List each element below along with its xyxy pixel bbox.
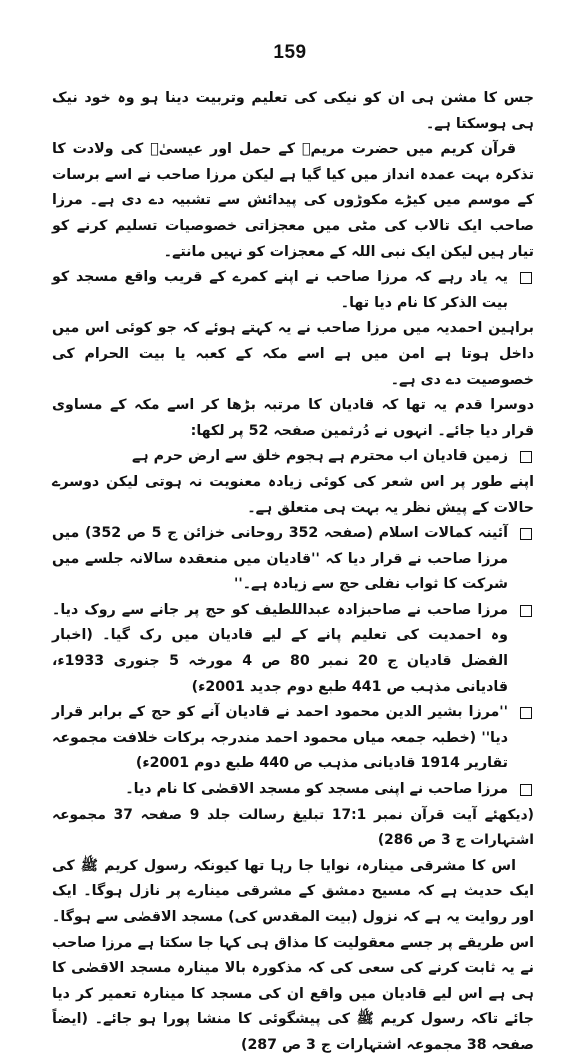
verse-line — [52, 444, 508, 470]
paragraph-barahin: براہین احمدیہ میں مرزا صاحب نے یہ کہتے ہوئے کہ جو کوئی اس میں داخل ہوتا ہے امن میں ہے اسے مکہ کے کعبہ یا بیت الحرام کی خصوصیت دے دی ہے۔ — [52, 320, 534, 388]
verse-first-hemistich: زمین قادیان اب محترم ہے — [328, 448, 508, 465]
bullet-item-aina-kamalat — [52, 521, 534, 598]
page-number: 159 — [273, 42, 307, 63]
verse-second-hemistich: ہجوم خلق سے ارض حرم ہے — [132, 448, 324, 465]
checkbox-icon — [520, 605, 532, 617]
paragraph-minaret: اس کا مشرقی مینارہ، نوایا جا رہا تھا کیونکہ رسول کریم ﷺ کی ایک حدیث ہے کہ مسیح دمشق کے مشرقی مینارے پر نازل ہوگا۔ ایک اور روایت یہ ہے کہ نزول (بیت المقدس کی) مسجد الاقصٰی سے ہوگا۔ اس طریقے پر جسے معقولیت کا مذاق ہی کہا جا سکتا ہے مرزا صاحب نے یہ ثابت کرنے کی سعی کی کہ مذکورہ بالا مینارہ مسجد الاقصٰی کا ہی ہے اس لیے قادیان میں واقع ان کی مسجد کا مینارہ تعمیر کر دیا جائے تاکہ رسول کریم ﷺ کی پیشگوئی کا منشا پورا ہو جائے۔ (ایضاً صفحہ 38 مجموعہ اشتہارات ج 3 ص 287) — [52, 857, 534, 1053]
checkbox-icon — [520, 528, 532, 540]
paragraph-second-step: دوسرا قدم یہ تھا کہ قادیان کا مرتبہ بڑھا کر اسے مکہ کے مساوی قرار دیا جائے۔ انہوں نے دُرثمین صفحہ 52 پر لکھا: — [52, 397, 534, 439]
checkbox-icon — [520, 451, 532, 463]
checkbox-icon — [520, 707, 532, 719]
bullet-text: یہ یاد رہے کہ مرزا صاحب نے اپنے کمرے کے قریب واقع مسجد کو بیت الذکر کا نام دیا تھا۔ — [52, 269, 508, 311]
checkbox-icon — [520, 784, 532, 796]
page-body — [52, 86, 534, 1059]
bullet-item-masjid-aqsa — [52, 777, 534, 803]
bullet-item-verse — [52, 444, 534, 470]
bullet-text: ''مرزا بشیر الدین محمود احمد نے قادیان آنے کو حج کے برابر قرار دیا'' (خطبہ جمعہ میاں محمود احمد مندرجہ برکات خلافت مجموعہ تقاریر 1914 قادیانی مذہب ص 440 طبع دوم 2001ء) — [52, 704, 508, 772]
bullet-text: مرزا صاحب نے صاحبزادہ عبداللطیف کو حج پر جانے سے روک دیا۔ وہ احمدیت کی تعلیم پانے کے لیے قادیان میں رک گیا۔ (اخبار الفضل قادیان ج 20 نمبر 80 ص 4 مورخہ 5 جنوری 1933ء، قادیانی مذہب ص 441 طبع دوم جدید 2001ء) — [52, 601, 509, 695]
bullet-text: مرزا صاحب نے اپنی مسجد کو مسجد الاقصٰی کا نام دیا۔ — [125, 781, 508, 798]
bullet-text: آئینہ کمالات اسلام (صفحہ 352 روحانی خزائن ج 5 ص 352) میں مرزا صاحب نے قرار دیا کہ ''قادیان میں منعقدہ سالانہ جلسے میں شرکت کا ثواب نفلی حج سے زیادہ ہے۔'' — [52, 525, 508, 593]
checkbox-icon — [520, 272, 532, 284]
bullet-item-bashir-ud-din — [52, 700, 534, 777]
paragraph-mission: جس کا مشن ہی ان کو نیکی کی تعلیم وتربیت دینا ہو وہ خود نیک ہی ہوسکتا ہے۔ — [52, 90, 534, 132]
paragraph-verse-comment: اپنے طور پر اس شعر کی کوئی زیادہ معنویت نہ ہوتی لیکن دوسرے حالات کے پیش نظر یہ بہت ہی متعلق ہے۔ — [52, 473, 534, 516]
bullet-item-abdul-latif — [52, 598, 534, 700]
bullet-item-bait-ul-zikr — [52, 265, 534, 316]
paragraph-maryam: قرآن کریم میں حضرت مریمؑ کے حمل اور عیسیٰؑ کی ولادت کا تذکرہ بہت عمدہ انداز میں کیا گیا ہے لیکن مرزا صاحب نے اسے برسات کے موسم میں کیڑے مکوڑوں کی پیدائش سے تشبیہ دے دی ہے۔ مرزا صاحب ایک تالاب کی مٹی میں معجزاتی خصوصیات تسلیم کرنے کو تیار ہیں لیکن ایک نبی اللہ کے معجزات کو نہیں مانتے۔ — [52, 141, 534, 260]
reference-citation: (دیکھئے آیت قرآن نمبر 17:1 تبلیغ رسالت جلد 9 صفحہ 37 مجموعہ اشتہارات ج 3 ص 286) — [52, 806, 534, 849]
